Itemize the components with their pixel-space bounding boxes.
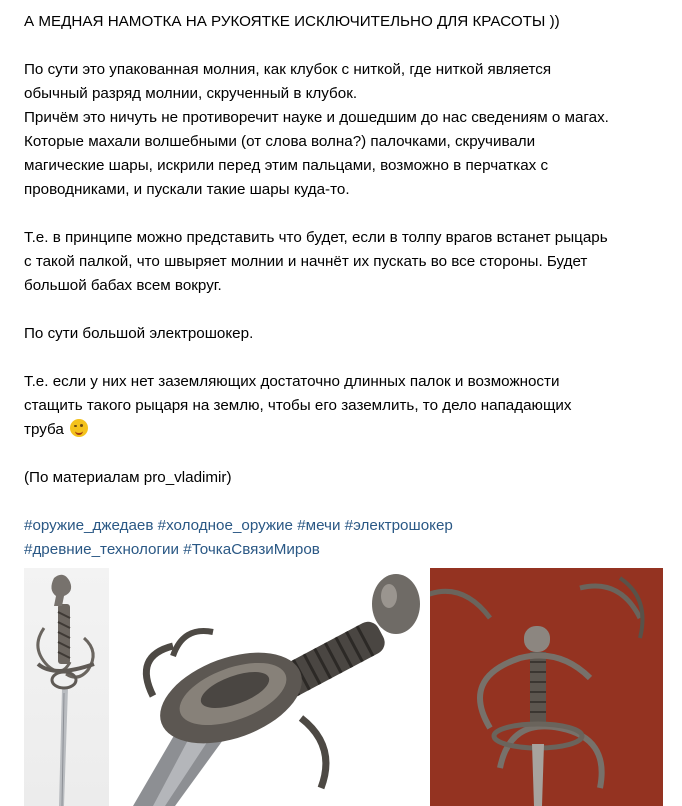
photo-sword-1[interactable]	[24, 568, 109, 806]
paragraph-line: Т.е. в принципе можно представить что будет, если в толпу врагов встанет рыцарь	[24, 229, 608, 246]
winking-face-icon	[70, 419, 88, 437]
hashtag-link[interactable]: #оружие_джедаев	[24, 517, 154, 534]
paragraph-line: Т.е. если у них нет заземляющих достаточно длинных палок и возможности	[24, 373, 560, 390]
post-heading: А МЕДНАЯ НАМОТКА НА РУКОЯТКЕ ИСКЛЮЧИТЕЛЬНО ДЛЯ КРАСОТЫ ))	[24, 13, 560, 30]
paragraph-line: По сути большой электрошокер.	[24, 325, 254, 342]
hashtag-link[interactable]: #электрошокер	[344, 517, 453, 534]
sword-image	[24, 568, 109, 806]
paragraph-line: По сути это упакованная молния, как клубок с ниткой, где ниткой является	[24, 61, 552, 78]
paragraph-line: стащить такого рыцаря на землю, чтобы его заземлить, то дело нападающих	[24, 397, 572, 414]
hashtag-row	[24, 538, 664, 562]
hashtag-link[interactable]: #мечи	[297, 517, 341, 534]
hashtag-link[interactable]: #древние_технологии	[24, 541, 180, 558]
hashtag-link[interactable]: #холодное_оружие	[157, 517, 293, 534]
sword-image	[430, 568, 663, 806]
hashtag-link[interactable]: #ТочкаСвязиМиров	[183, 541, 320, 558]
paragraph-text: труба	[24, 421, 64, 438]
paragraph-line: Которые махали волшебными (от слова волна?) палочками, скручивали	[24, 133, 536, 150]
paragraph-line: проводниками, и пускали такие шары куда-то.	[24, 181, 350, 198]
hashtag-row	[24, 514, 664, 538]
photo-sword-3[interactable]	[430, 568, 663, 806]
sword-image	[113, 568, 427, 806]
paragraph-line: Причём это ничуть не противоречит науке и дошедшим до нас сведениям о магах.	[24, 109, 609, 126]
paragraph-line: магические шары, искрили перед этим пальцами, возможно в перчатках с	[24, 157, 549, 174]
post-text	[24, 10, 664, 562]
paragraph-line: обычный разряд молнии, скрученный в клубок.	[24, 85, 358, 102]
paragraph-line-with-emoji	[24, 418, 664, 442]
paragraph-line: большой бабах всем вокруг.	[24, 277, 222, 294]
photo-sword-2[interactable]	[113, 568, 427, 806]
paragraph-line: с такой палкой, что швыряет молнии и начнёт их пускать во все стороны. Будет	[24, 253, 588, 270]
credit-line: (По материалам pro_vladimir)	[24, 469, 232, 486]
